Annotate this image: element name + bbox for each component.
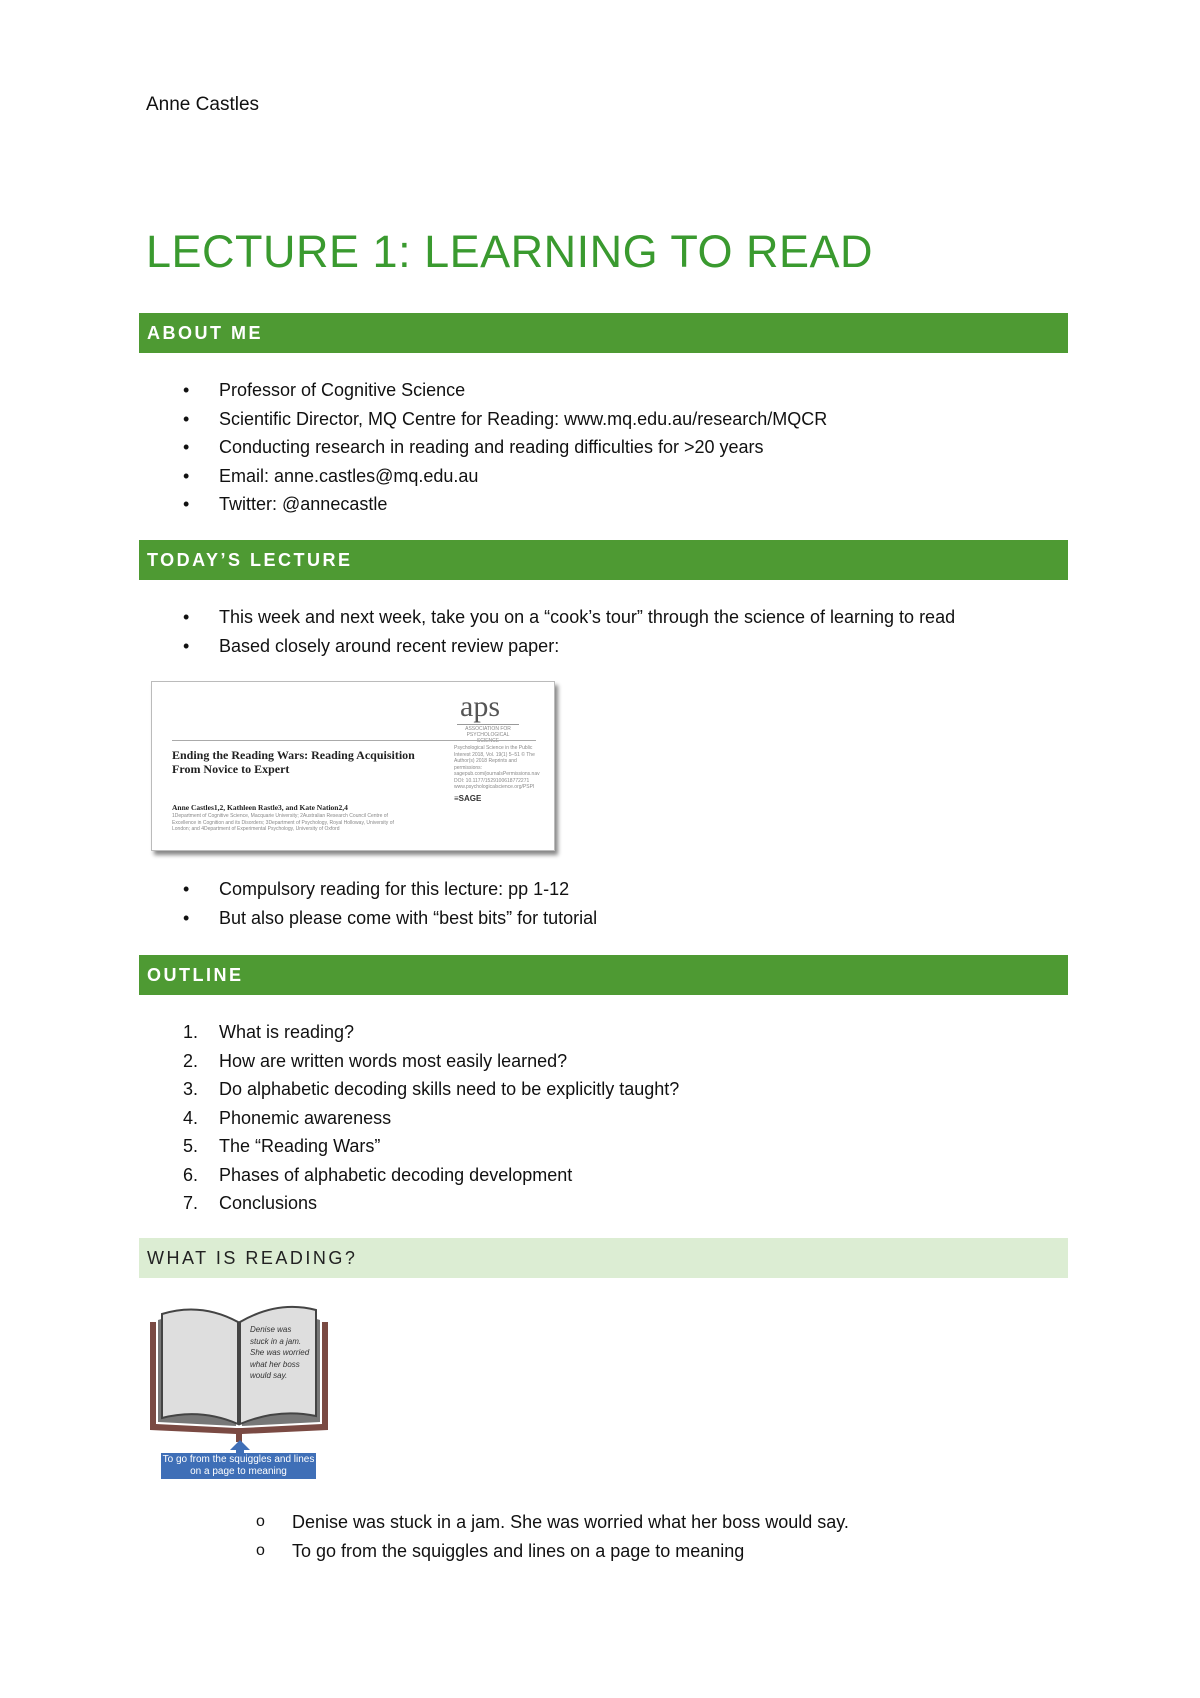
- list-item: • This week and next week, take you on a “cook’s tour” through the science of learning to read: [0, 603, 955, 632]
- page-title: LECTURE 1: LEARNING TO READ: [146, 226, 874, 277]
- list-item: • Professor of Cognitive Science: [0, 376, 827, 405]
- list-item: • Compulsory reading for this lecture: pp 1-12: [0, 875, 597, 904]
- book-page-text: Denise was stuck in a jam. She was worried what her boss would say.: [250, 1325, 310, 1380]
- list-number: 5.: [183, 1136, 199, 1156]
- paper-affiliations: 1Department of Cognitive Science, Macquarie University; 2Australian Research Council Centre of Excellence in Cognition and its Disorders; 3Department of Psychology, Royal Holloway, University of London; and 4Department of Experimental Psychology, University of Oxford: [172, 813, 394, 832]
- paper-thumbnail: [151, 681, 555, 851]
- publisher-logo: [454, 794, 481, 803]
- list-item: • Scientific Director, MQ Centre for Reading: www.mq.edu.au/research/MQCR: [0, 405, 827, 434]
- today-list: [0, 603, 955, 660]
- list-item: [0, 1047, 679, 1076]
- author-header: Anne Castles: [146, 94, 260, 115]
- list-text: How are written words most easily learned?: [219, 1050, 568, 1071]
- list-text: Phases of alphabetic decoding development: [219, 1164, 573, 1185]
- divider: [172, 740, 536, 741]
- list-number: 2.: [183, 1050, 199, 1071]
- what-is-reading-list: [0, 1508, 849, 1565]
- aps-logo-subtitle: ASSOCIATION FOR PSYCHOLOGICAL SCIENCE: [457, 724, 519, 744]
- book-caption: To go from the squiggles and lines on a page to meaning: [162, 1454, 315, 1477]
- section-heading-today: TODAY’S LECTURE: [139, 540, 1068, 580]
- list-item: [0, 1132, 679, 1161]
- publisher-name: SAGE: [458, 794, 482, 803]
- list-item: • Conducting research in reading and reading difficulties for >20 years: [0, 433, 827, 462]
- section-heading-outline: OUTLINE: [139, 955, 1068, 995]
- about-list: [0, 376, 827, 519]
- list-item: [0, 1075, 679, 1104]
- paper-authors: Anne Castles1,2, Kathleen Rastle3, and Kate Nation2,4: [172, 803, 348, 812]
- list-item: [0, 1189, 679, 1218]
- list-item: o Denise was stuck in a jam. She was worried what her boss would say.: [0, 1508, 849, 1537]
- list-item: [0, 1018, 679, 1047]
- list-item: [0, 1161, 679, 1190]
- list-item: • But also please come with “best bits” for tutorial: [0, 904, 597, 933]
- sage-icon: ≡: [454, 794, 459, 803]
- list-text: Do alphabetic decoding skills need to be explicitly taught?: [219, 1079, 680, 1099]
- list-number: 3.: [183, 1079, 199, 1099]
- outline-list: [0, 1018, 679, 1218]
- arrow-up-icon: [230, 1440, 250, 1454]
- section-heading-about: ABOUT ME: [139, 313, 1068, 353]
- list-number: 1.: [183, 1022, 199, 1042]
- list-number: 4.: [183, 1107, 199, 1128]
- list-item: o To go from the squiggles and lines on a page to meaning: [0, 1537, 849, 1566]
- aps-logo: aps: [460, 690, 500, 723]
- today-list-after: [0, 875, 597, 932]
- paper-meta: Psychological Science in the Public Interest 2018, Vol. 19(1) 5–51 © The Author(s) 2018 Reprints and permissions: sagepub.com/journalsPermissions.nav DOI: 10.1177/1529100618772271 www.psychologicalscience.org/PSPI: [454, 745, 540, 790]
- list-item: [0, 1104, 679, 1133]
- list-text: The “Reading Wars”: [219, 1136, 381, 1156]
- list-number: 7.: [183, 1193, 199, 1213]
- section-heading-what-is-reading: WHAT IS READING?: [139, 1238, 1068, 1278]
- paper-title: Ending the Reading Wars: Reading Acquisition From Novice to Expert: [172, 748, 415, 776]
- list-item: • Twitter: @annecastle: [0, 490, 827, 519]
- list-text: What is reading?: [219, 1022, 355, 1042]
- list-text: Conclusions: [219, 1193, 318, 1213]
- list-item: • Email: anne.castles@mq.edu.au: [0, 462, 827, 491]
- list-item: • Based closely around recent review paper:: [0, 632, 955, 661]
- list-number: 6.: [183, 1164, 199, 1185]
- list-text: Phonemic awareness: [219, 1107, 392, 1128]
